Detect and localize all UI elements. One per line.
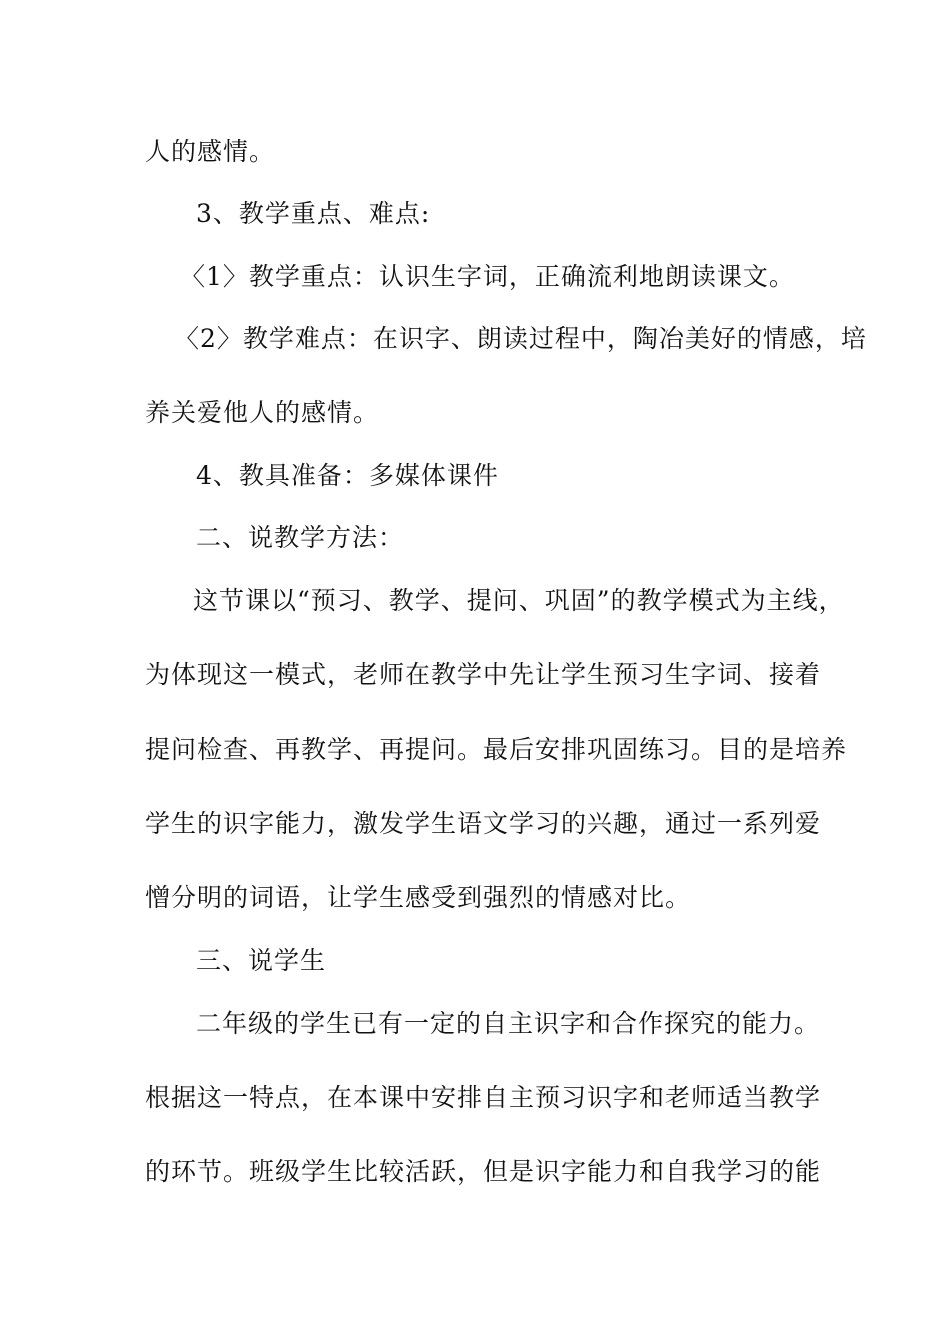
text-line: 4、教具准备：多媒体课件 — [196, 461, 499, 490]
text-line: 的环节。班级学生比较活跃，但是识字能力和自我学习的能 — [145, 1157, 822, 1186]
text-line: 根据这一特点，在本课中安排自主预习识字和老师适当教学 — [145, 1083, 822, 1112]
text-line: 〈1〉教学重点：认识生字词，正确流利地朗读课文。 — [180, 262, 795, 291]
text-line: 二年级的学生已有一定的自主识字和合作探究的能力。 — [196, 1009, 821, 1038]
text-line: 养关爱他人的感情。 — [145, 398, 380, 427]
text-line: 这节课以“预习、教学、提问、巩固”的教学模式为主线， — [193, 586, 845, 615]
text-line: 3、教学重点、难点: — [196, 199, 431, 228]
section-heading: 二、说教学方法： — [196, 523, 405, 552]
text-line: 为体现这一模式，老师在教学中先让学生预习生字词、接着 — [145, 660, 822, 689]
text-line: 〈2〉教学难点：在识字、朗读过程中，陶冶美好的情感，培 — [174, 324, 867, 353]
text-line: 提问检查、再教学、再提问。最后安排巩固练习。目的是培养 — [145, 735, 848, 764]
text-line: 学生的识字能力，激发学生语文学习的兴趣，通过一系列爱 — [145, 809, 822, 838]
section-heading: 三、说学生 — [196, 946, 327, 975]
text-line: 人的感情。 — [145, 137, 276, 166]
text-line: 憎分明的词语，让学生感受到强烈的情感对比。 — [145, 883, 692, 912]
